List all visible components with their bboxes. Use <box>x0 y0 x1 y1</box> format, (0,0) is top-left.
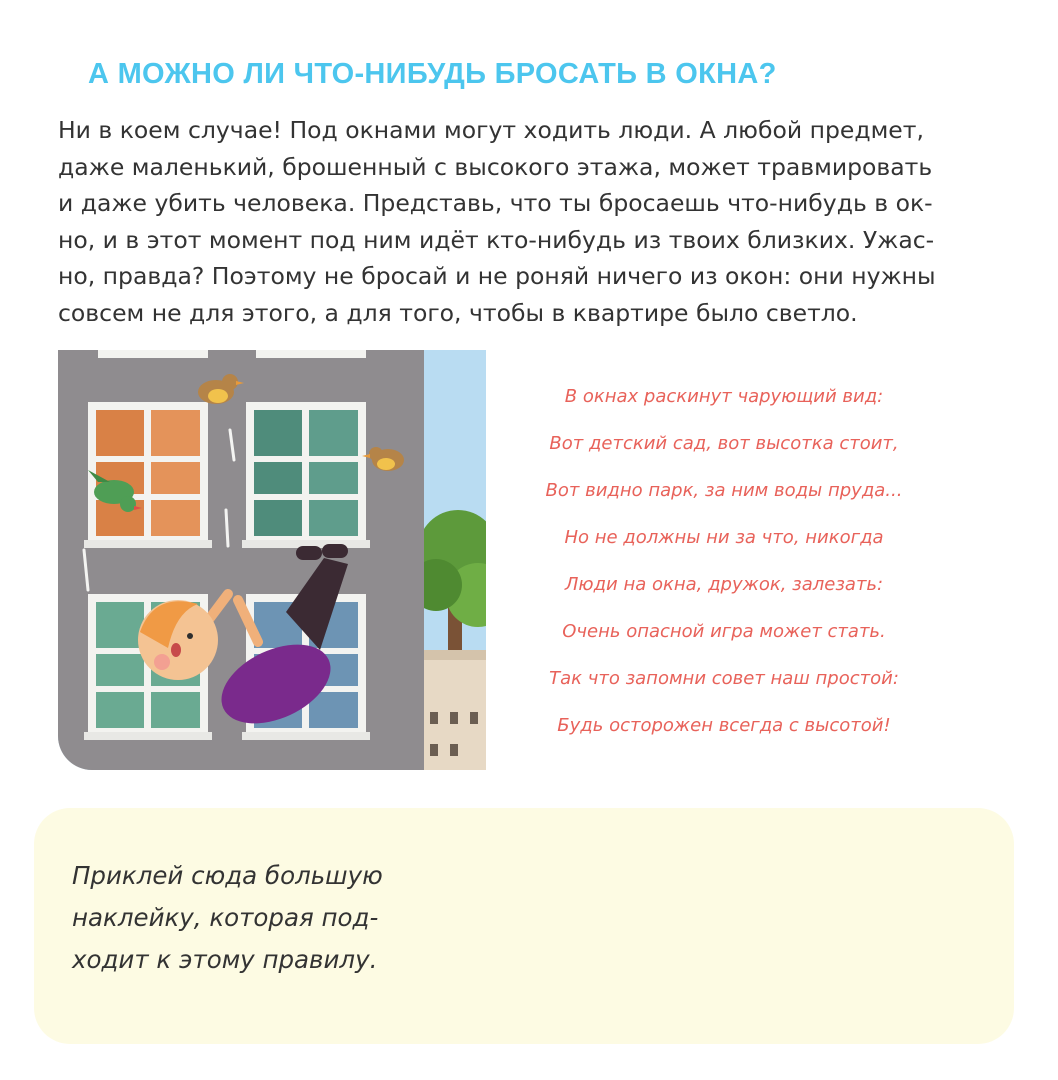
poem <box>508 380 940 756</box>
falling-child-illustration <box>58 350 486 770</box>
poem-line: В окнах раскинут чарующий вид: <box>564 386 884 407</box>
main-paragraph <box>58 112 1008 331</box>
poem-line: Так что запомни совет наш простой: <box>549 668 899 689</box>
poem-line: Вот детский сад, вот высотка стоит, <box>549 433 899 454</box>
poem-line: Люди на окна, дружок, залезать: <box>564 574 884 595</box>
paragraph-line: даже маленький, брошенный с высокого этажа, может травмировать <box>58 152 933 181</box>
paragraph-line: совсем не для этого, а для того, чтобы в квартире было светло. <box>58 298 858 327</box>
sticker-line: наклейку, которая под- <box>72 903 379 932</box>
window-top-left <box>84 402 212 548</box>
sticker-instruction <box>72 855 432 981</box>
poem-line: Будь осторожен всегда с высотой! <box>557 715 891 736</box>
paragraph-line: и даже убить человека. Представь, что ты бросаешь что-нибудь в ок- <box>58 189 933 217</box>
page-heading: А МОЖНО ЛИ ЧТО-НИБУДЬ БРОСАТЬ В ОКНА? <box>88 58 777 90</box>
paragraph-line: Ни в коем случае! Под окнами могут ходить люди. А любой предмет, <box>58 116 924 144</box>
paragraph-line: но, правда? Поэтому не бросай и не роняй ничего из окон: они нужны <box>58 262 936 290</box>
paragraph-line: но, и в этот момент под ним идёт кто-нибудь из твоих близких. Ужас- <box>58 225 935 254</box>
poem-line: Но не должны ни за что, никогда <box>564 527 884 548</box>
sticker-line: ходит к этому правилу. <box>72 945 378 974</box>
window-top-middle <box>242 402 370 548</box>
poem-line: Вот видно парк, за ним воды пруда... <box>545 480 903 501</box>
poem-line: Очень опасной игра может стать. <box>562 621 886 642</box>
sticker-line: Приклей сюда большую <box>72 861 383 890</box>
